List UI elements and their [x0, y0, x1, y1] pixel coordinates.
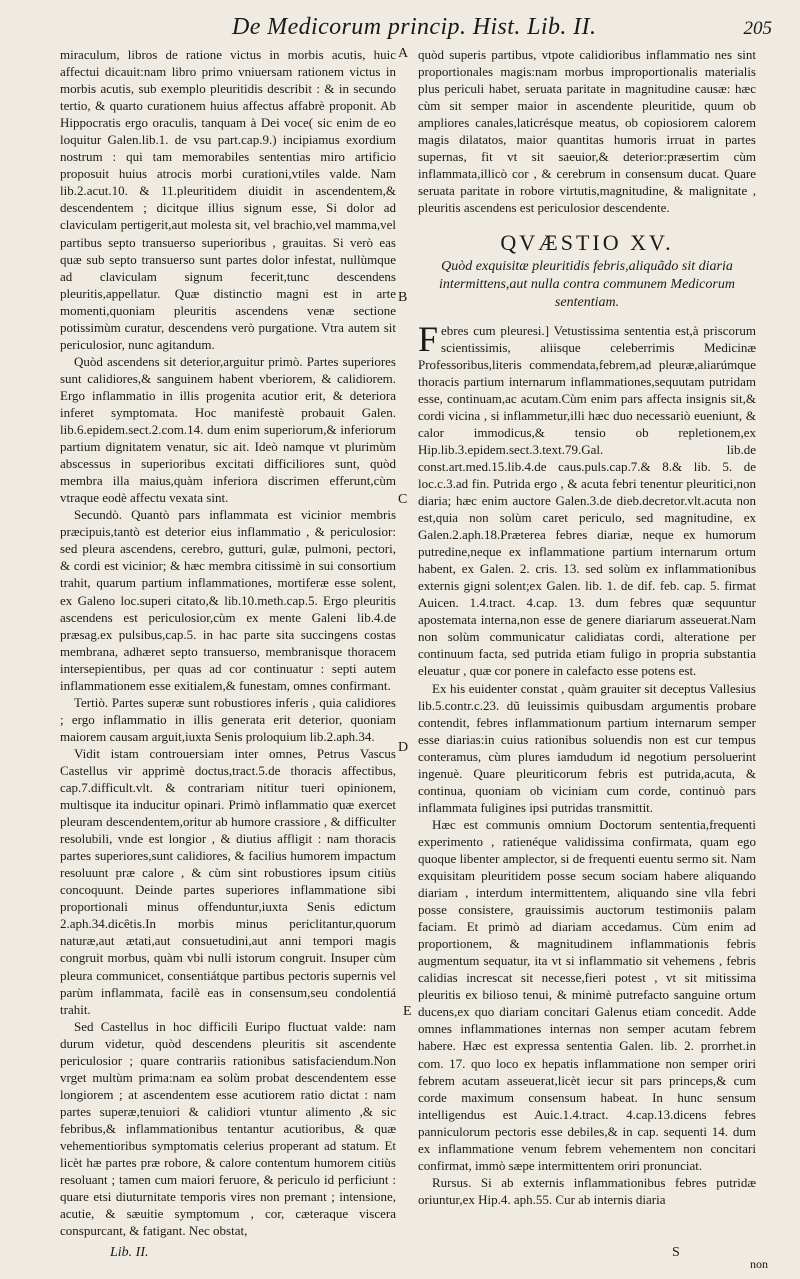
- left-paragraph-6: Sed Castellus in hoc difficili Euripo fluctuat valde: nam durum videtur, quòd descendens pleuritis sit ascendente periculosior ; quare contrariis rationibus satisfaciendum.Non vrget multùm prima:nam ea solùm probat descendentem esse longiorem ; at ascendentem esse acutiorem ratio dictat : nam partes superæ,tenuiori & calidiori vtuntur alimento ,& sic febribus,& inflammationibus tentantur acutioribus, & quæ vehementioribus symptomatis celerius properant ad statum. Et licèt hæ partes præ robore, & calore contentum humorem citiùs resoluant ; tamen cum maiori feruore, & periculo id perficiunt : quare etsi diuturnitate temporis vires non premant ; intensione, acutie, & sæuitie symptomum , cor, cæteraque viscera conspurcant, & fatigant. Nec obstat,: [60, 1018, 396, 1239]
- right-paragraph-4: Rursus. Si ab externis inflammationibus febres putridæ oriuntur,ex Hip.4. aph.55. Cur ab internis diaria: [418, 1174, 756, 1207]
- question-heading: QVÆSTIO XV.: [500, 230, 674, 256]
- left-column: [60, 46, 396, 1239]
- left-paragraph-2: Quòd ascendens sit deterior,arguitur primò. Partes superiores sunt calidiores,& sanguinem habent vberiorem, & calidiorem. Ergo inflammatio in illis progenita acutior erit, & deteriora inferet symptomata. Hoc manifestè probauit Galen. lib.6.epidem.sect.2.com.14. dum enim superiorum,& inferiorum partium dignitatem venatur, sic ait. Ideò namque vt plurimùm abscessus in superioribus excitati difficiliores sunt, quòd membra illa maius,quàm inferiora discrimen efferunt,cùm vtraque eodè affectu vexata sint.: [60, 353, 396, 506]
- left-paragraph-3: Secundò. Quantò pars inflammata est vicinior membris præcipuis,tantò est deterior eius inflammatio , & periculosior: sed pleura ascendens, cerebro, gutturi, gulæ, pulmoni, pectori, & cordi est vicinior; & hæc membra citissimè in sui consortium trahit, quarum partium inflammationes, mortiferæ esse solent, ex Galeno loc.superi citato,& lib.10.meth.cap.5. Ergo pleuritis ascendens est periculosior,cùm ex mente Galeni lib.4.de præsag.ex pulsibus,cap.5. in hac parte sita succingens costas membrana, adhæret septo transuerso, membranisque thoracem intersepientibus, per quas ad cor continuatur : septi autem inflammationem esse exitialem,& funestam, omnes confirmant.: [60, 507, 396, 693]
- question-subheading: Quòd exquisitæ pleuritidis febris,aliquãdo sit diaria intermittens,aut nulla contra communem Medicorum sententiam.: [439, 258, 735, 310]
- signature-letter: S: [672, 1245, 680, 1260]
- left-paragraph-1: miraculum, libros de ratione victus in morbis acutis, huic affectui dicauit:nam libro primo vniuersam rationem victus in morbis acutis, sub exemplo pleuritidis describit : & in secundo tertio, & quarto curationem huius affectus affabrè proponit. Ab Hippocratis ergo oraculis, tanquam à Dei voce( sic enim de eo loquitur Galen.lib.1. de vsu part.cap.9.) incipiamus exordium nostrum : qui tam memorabiles sententias miro artificio proposuit huius atrocis morbi curationi,vtiles valde. Nam lib.2.acut.10. & 11.pleuritidem diuidit in ascendentem,& descendentem ; dicitque illius signum esse, Si dolor ad claviculam pertigerit,aut molesta sit, vel brachio,vel mamma,vel partibus septo transuerso superioribus , grauitas. Si verò eas quæ sub septo transuerso sunt partes dolor infestat, nullùmque ad claviculam signum fecerit,tunc descendens pleuritis,appellatur. Quæ distinctio magni est in arte momenti,quoniam pleuritis ascendens venæ sectione potissimùm curatur, descendens verò purgatione. Vtra autem sit periculosior, nunc agitandum.: [60, 47, 396, 352]
- page-number: 205: [743, 18, 772, 39]
- running-header: [0, 14, 800, 44]
- left-paragraph-4: Tertiò. Partes superæ sunt robustiores inferis , quia calidiores ; ergo inflammatio in illis generata erit deterior, quoniam maiorem causam arguit,iuxta Senis proloquium lib.2.aph.34.: [60, 694, 396, 744]
- drop-cap: F: [418, 318, 439, 359]
- margin-letter-c: C: [398, 492, 408, 507]
- margin-letter-e: E: [403, 1004, 412, 1019]
- right-paragraph-3: Hæc est communis omnium Doctorum sententia,frequenti experimento , ratienéque validissima confirmata, quam ego quoque libenter amplector, si de frequenti euentu sermo sit. Nam exquisitam pleuritidem posse secum sociam habere aliquando diariam , interdum intermittentem, aliquando sine vlla febri posse consistere, grauissimis auctorum testimoniis palam faciam. Et primò ad diariam accedamus. Cùm enim ad proportionem, & magnitudinem inflammationis febris augmentum sequatur, ita vt si inflammatio sit vehemens , febris calidias increscat sit necesse,fieri potest , vt sit mitissima pleuritis ex bilioso tenui, & minimè putrefacto sanguine ortum ducens,ex quo diariam concitari Galenus etiam concedit. Adde omnes inflammationes internas non semper acutam febrem habere. Hæc est expressa sententia Galen. lib. 2. prorrhet.in com. 17. quo loco ex hepatis inflammatione non semper oriri febrem acutam asseuerat,licèt iecur sit pars princeps,& cum corde maximum consensum habeat. In hunc sensum intelligendus est Auic.1.4.tract. 4.cap.13.dicens febres panniculorum pectoris esse debiles,& in cap. sequenti 14. dum ex inflammatione venum febrem vehementem non concitari confirmat, immò sæpe intermittentem oriri pronunciat.: [418, 816, 756, 1173]
- right-intro-paragraph: quòd superis partibus, vtpote calidioribus inflammatio nes sint proportionales magis:nam morbus improportionalis materialis plus periculi habet, seruata paritate in magnitudine causæ: hæc cùm sit semper maior in ascendente pleuritide, quum ob ampliores canales,laticrésque meatus, ob copiosiorem calorem magis dilatatos, maior quantitas humoris irruat in partes supernas, fit vt sit saeuior,& deterior:præsertim cùm inflammata,illicò cor , & cerebrum in consensum ducat. Quare seruata paritate in robore virtutis,magnitudine, & malignitate , pleuritis ascendens est periculosior descendente.: [418, 47, 756, 216]
- right-column: [418, 46, 756, 1208]
- catchword: non: [750, 1257, 768, 1271]
- margin-letter-a: A: [398, 46, 409, 61]
- running-title: De Medicorum princip. Hist. Lib. II.: [232, 14, 597, 40]
- right-paragraph-1: [418, 318, 756, 680]
- signature-mark: Lib. II.: [110, 1245, 149, 1260]
- left-paragraph-5: Vidit istam controuersiam inter omnes, Petrus Vascus Castellus vir apprimè doctus,tract.5.de thoracis affectibus, cap.7.difficult.vlt. & contrariam nititur tueri opinionem, multisque ita inducitur opinari. Primò inflammatio quæ exercet pleuram descendentem,oritur ab humore crassiore , & difficulter resolubili, vnde est longior , & diutius affligit : nam thoracis partes superiores,sunt calidiores, & facilius humorem impactum resoluunt præ calore , & cùm sint robustiores ipsum citiùs concoquunt. Deinde partes superiores inflammatione sibi proportionali minus offenduntur,iuxta Senis edictum 2.aph.34.dicêtis.In morbis minus periclitantur,quorum naturæ,aut ætati,aut consuetudini,aut anni tempori magis congruit morbus, quàm vbi nulli istorum congruit. Insuper cùm pleura communicet, consentiátque partibus pectoris supernis vel parùm inflammata, facilè eas in consensum,seu condolentiá trahit.: [60, 745, 396, 1017]
- right-paragraph-1-text: ebres cum pleuresi.] Vetustissima sententia est,à priscorum scientissimis, aliisque celeberrimis Medicinæ Professoribus,literis commendata,febrem,ad pleuræ,aliarúmque thoracis partium internarum inflammationes,sequutam putridam esse, continuam,ac acutam.Cùm enim pars affecta insignis sit,& cordi vicina , si inflammetur,illi hæc duo necessariò eueniunt, & calor immodicus,& tensio ob repletionem,ex Hip.lib.3.epidem.sect.3.text.79.Gal. lib.de const.art.med.15.lib.4.de caus.puls.cap.7.& 8.& lib. 5. de loc.c.3.ad fin. Putrida ergo , & acuta febri tenentur pleuritici,non diaria; hæc enim auctore Galen.3.de dieb.decretor.vlt.acuta non est,quia non solùm caret periculo, sed magnitudine, ex Galen.2.aph.18.Præterea febres diariæ, neque ex humorum putredine,neque ex inflammatione partium internarum ortum habent, ex Galen. 2. cris. 13. sed solùm ex inflammationibus externis gigni solent;ex Galen. lib. 1. de dif. feb. cap. 5. firmat Auicen. 1.4.tract. 4.cap. 13. dum febres quæ sequuntur apostemata interna,non esse de genere diariarum asseuerat.Nam non solùm communicatur calidiatas cordi, alteratione per continuum facta, sed putrida etiam fuligo in propria substantia eleuatur , quæ cor ponere in calefacto esse potens est.: [418, 322, 756, 679]
- margin-letter-b: B: [398, 290, 408, 305]
- margin-letter-d: D: [398, 740, 409, 755]
- right-paragraph-2: Ex his euidenter constat , quàm grauiter sit deceptus Vallesius lib.5.contr.c.23. dũ leuissimis quibusdam argumentis probare contendit, febres inflammationum partium internarum semper esse diarias:in cuius rationibus soluendis non est cur tempus conteramus, cùm plures iamdudum id negotium persoluerint ingenuè. Quare pleuriticorum febris est putrida,acuta, & continua, quoniam ob viciniam cum corde, continuò pars inflammata fuligines ipsi putridas transmittit.: [418, 680, 756, 815]
- page-footer: [0, 1245, 800, 1275]
